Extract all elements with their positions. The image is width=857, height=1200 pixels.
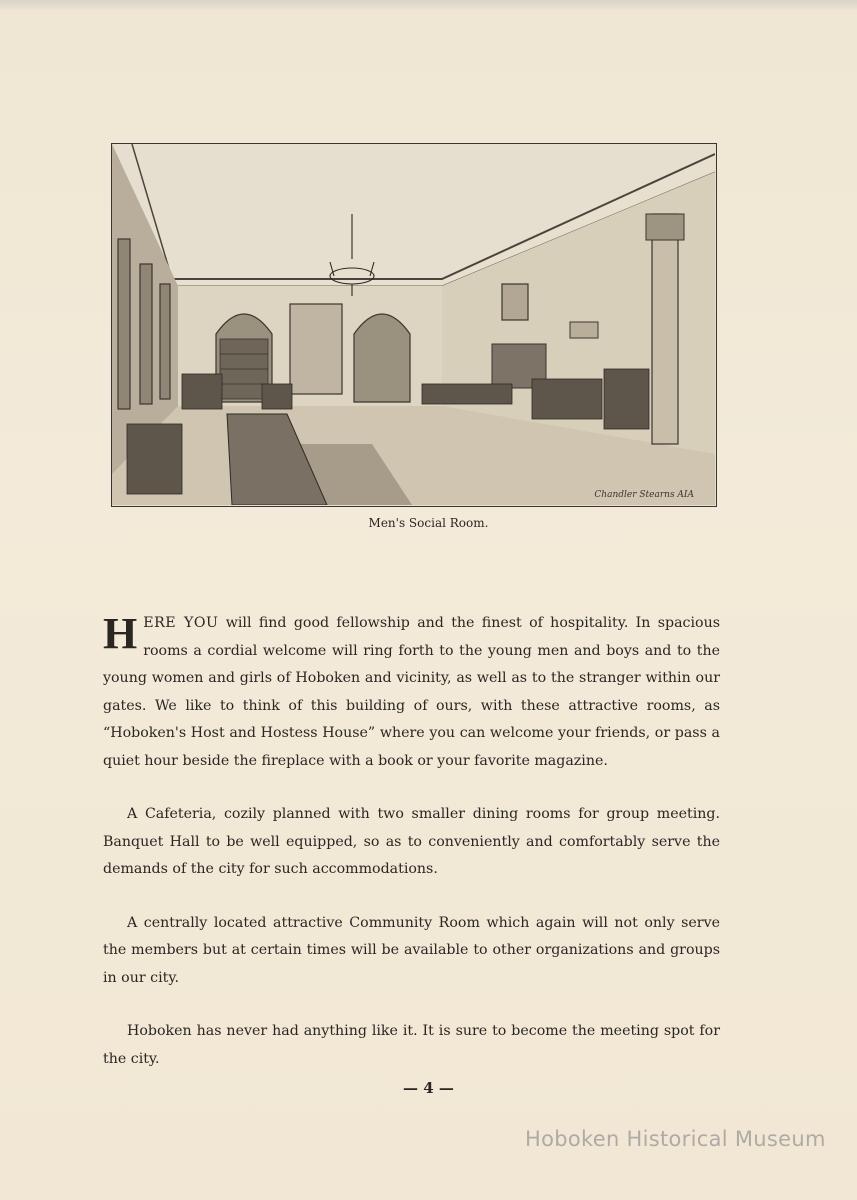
- paragraph-1: [103, 610, 720, 775]
- room-illustration: [111, 143, 717, 507]
- drop-cap: H: [103, 609, 138, 658]
- artist-signature: Chandler Stearns AIA: [594, 490, 694, 500]
- figure-caption: Men's Social Room.: [368, 516, 489, 530]
- room-drawing: [112, 144, 715, 505]
- paragraph-1-text: will find good fellowship and the finest of hospitality. In spacious rooms a cordial welcome will ring forth to the young men and boys and to the young women and girls of Hoboken and vicinity, as well as to the stranger within our gates. We like to think of this building of ours, with these attractive rooms, as “Hoboken's Host and Hostess House” where you can welcome your friends, or pass a quiet hour beside the fireplace with a book or your favorite magazine.: [103, 615, 720, 769]
- paragraph-3: A centrally located attractive Community Room which again will not only serve the members but at certain times will be available to other organizations and groups in our city.: [103, 914, 720, 986]
- page-number: — 4 —: [403, 1079, 454, 1097]
- paragraph-2: A Cafeteria, cozily planned with two smaller dining rooms for group meeting. Banquet Hall to be well equipped, so as to conveniently and comfortably serve the demands of the city for such accommodations.: [103, 806, 720, 877]
- paragraph-4: Hoboken has never had anything like it. It is sure to become the meeting spot for the city.: [103, 1023, 720, 1067]
- lead-caps: ERE YOU: [143, 615, 219, 631]
- page-top-edge: [0, 0, 857, 10]
- museum-watermark: Hoboken Historical Museum: [525, 1127, 826, 1151]
- body-text: [103, 610, 720, 1099]
